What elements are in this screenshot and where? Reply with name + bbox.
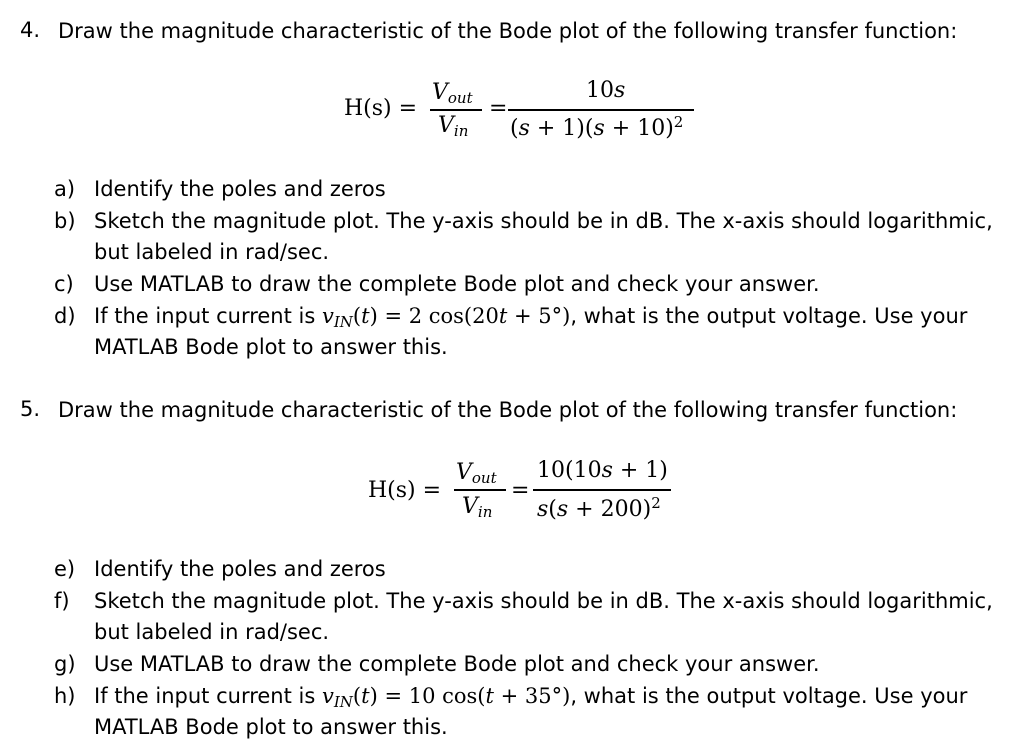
item-text-continued: but labeled in rad/sec. [94, 240, 330, 264]
item-label: d) [54, 304, 76, 328]
problem-prompt: Draw the magnitude characteristic of the Bode plot of the following transfer function: [58, 398, 958, 422]
item-label: e) [54, 557, 76, 581]
problem-prompt: Draw the magnitude characteristic of the Bode plot of the following transfer function: [58, 19, 958, 43]
item-text: Identify the poles and zeros [94, 557, 386, 581]
tf-numerator: 10(10s + 1) [537, 458, 668, 483]
fraction-bar [533, 489, 671, 491]
ratio-numerator: $V_{out}$ [432, 80, 473, 107]
tf-numerator: 10s [586, 78, 626, 103]
item-text-continued: MATLAB Bode plot to answer this. [94, 715, 448, 739]
tf-denominator: $s(s + 200)^2$ [537, 494, 661, 522]
item-text: If the input current is $v_{IN}(t) = 10$ cos(t + 35°), what is the output voltage. Use your [94, 684, 968, 711]
tf-denominator: $(s + 1)(s + 10)^2$ [510, 113, 684, 141]
fraction-bar [454, 489, 506, 491]
ratio-denominator: $V_{in}$ [462, 494, 493, 521]
item-text: Identify the poles and zeros [94, 177, 386, 201]
item-text: If the input current is $v_{IN}(t) = 2$ cos(20t + 5°), what is the output voltage. Use your [94, 304, 968, 331]
ratio-numerator: $V_{out}$ [456, 460, 497, 487]
item-text-continued: MATLAB Bode plot to answer this. [94, 335, 448, 359]
equation-equals: = [489, 96, 508, 121]
item-text: Sketch the magnitude plot. The y-axis should be in dB. The x-axis should logarithmic, [94, 209, 993, 233]
item-label: h) [54, 684, 76, 708]
item-label: a) [54, 177, 76, 201]
item-text: Use MATLAB to draw the complete Bode plot and check your answer. [94, 272, 820, 296]
input-signal-expression: $v_{IN}(t) = 10$ cos(t + 35°) [321, 684, 571, 711]
item-text: Sketch the magnitude plot. The y-axis should be in dB. The x-axis should logarithmic, [94, 589, 993, 613]
fraction-bar [430, 109, 482, 111]
problem-number: 4. [20, 18, 41, 42]
item-label: b) [54, 209, 76, 233]
problem-number: 5. [20, 397, 41, 421]
input-signal-expression: $v_{IN}(t) = 2$ cos(20t + 5°) [321, 304, 571, 331]
item-text: Use MATLAB to draw the complete Bode plot and check your answer. [94, 652, 820, 676]
fraction-bar [508, 109, 694, 111]
item-text-continued: but labeled in rad/sec. [94, 620, 330, 644]
item-label: f) [54, 589, 70, 613]
ratio-denominator: $V_{in}$ [438, 113, 469, 140]
item-label: c) [54, 272, 74, 296]
equation-equals: = [511, 478, 530, 503]
equation-lhs: H(s) = [344, 96, 418, 121]
equation-lhs: H(s) = [368, 478, 442, 503]
item-label: g) [54, 652, 76, 676]
